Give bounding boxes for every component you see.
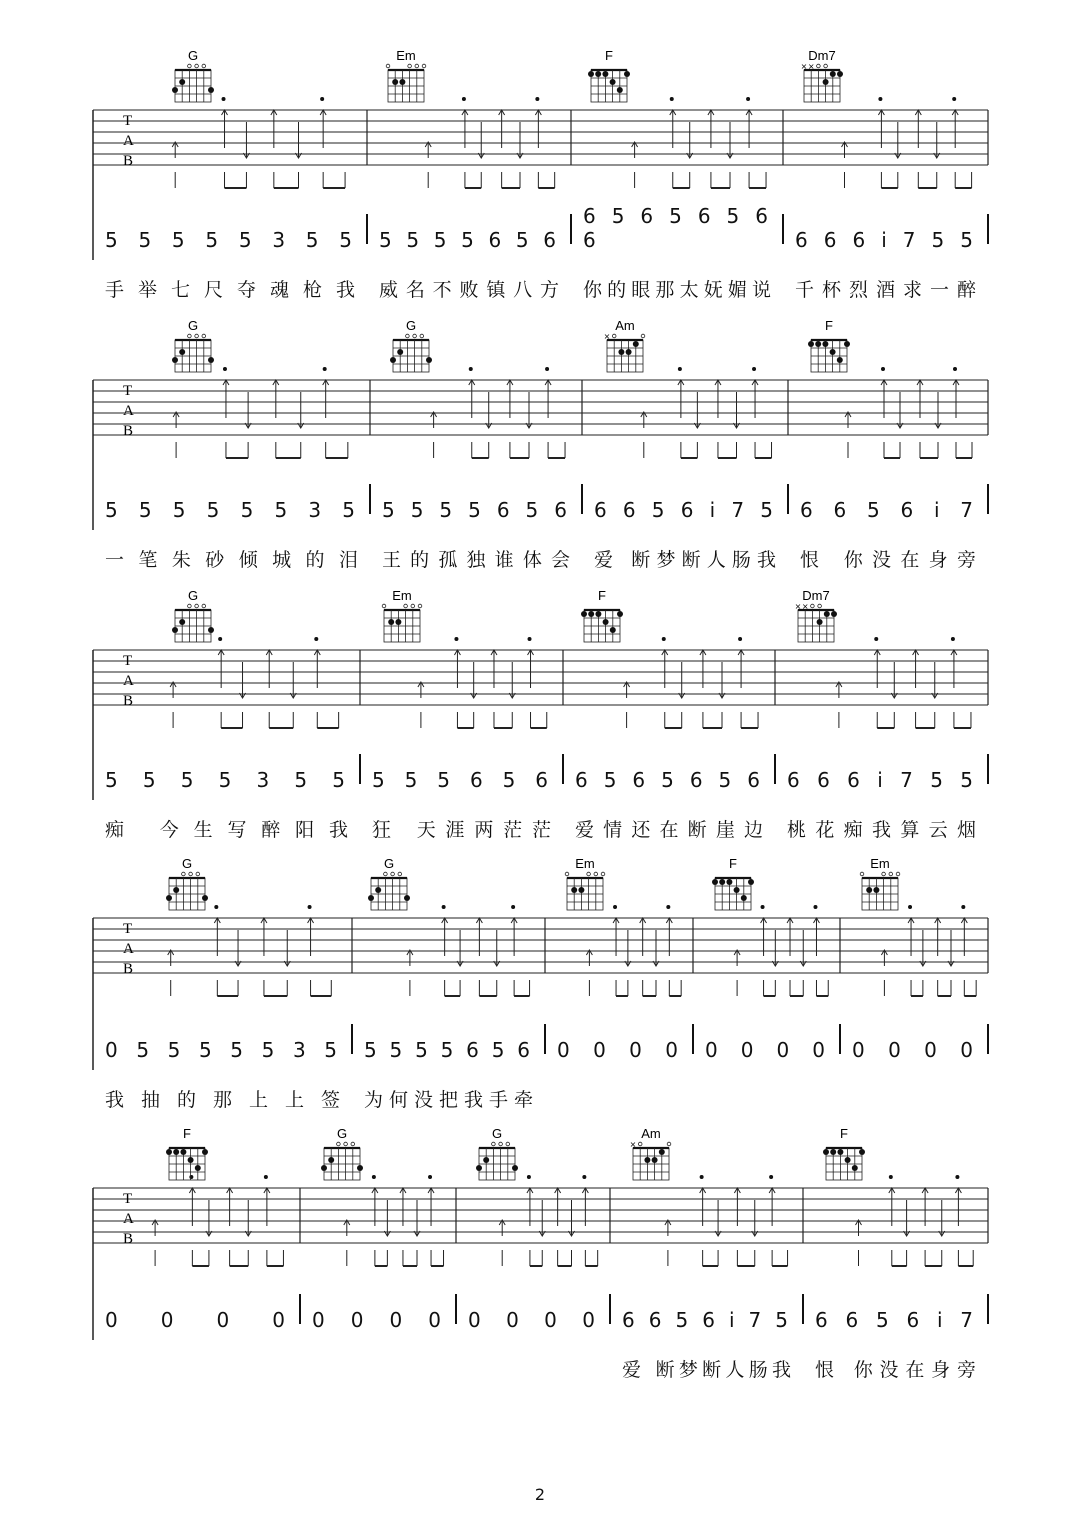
chord-name: F	[825, 318, 833, 333]
chord-name: G	[181, 856, 193, 871]
lyric-line: 千杯烈酒求一醉	[795, 279, 976, 301]
jianpu-notes: 5 5 5 6 5 6	[372, 768, 551, 792]
jianpu-notes: 5 5 5 5 6 5 6	[364, 1038, 533, 1062]
chord-name: G	[336, 1126, 348, 1141]
jianpu-notes: 0 0 0 0	[105, 1308, 288, 1332]
tab-clef-letter: A	[123, 1211, 134, 1227]
chord-name: Dm7	[802, 588, 830, 603]
tab-clef-letter: A	[123, 941, 134, 957]
jianpu-bar-line	[987, 1294, 989, 1324]
chord-diagram	[823, 1126, 865, 1180]
accent-dot	[264, 1175, 268, 1179]
accent-dot	[372, 1175, 376, 1179]
chord-name: F	[598, 588, 606, 603]
accent-dot	[582, 1175, 586, 1179]
jianpu-notes: 0 0 0 0	[705, 1038, 828, 1062]
lyric-line: 威名不败镇八方	[379, 279, 559, 301]
jianpu-notes: 5 5 5 5 5 5 3 5	[105, 498, 358, 522]
chord-name: F	[605, 48, 613, 63]
accent-dot	[889, 1175, 893, 1179]
jianpu-measure	[312, 1298, 444, 1332]
jianpu-measure	[622, 1298, 791, 1332]
chord-diagram	[321, 1126, 363, 1180]
chord-name: F	[840, 1126, 848, 1141]
tab-clef-letter: B	[123, 153, 134, 169]
jianpu-bar-line	[299, 1294, 301, 1324]
accent-dot	[527, 1175, 531, 1179]
chord-name: G	[187, 48, 199, 63]
svg-text:×: ×	[629, 1140, 637, 1149]
chord-name: Em	[575, 856, 595, 871]
chord-name: G	[491, 1126, 503, 1141]
jianpu-measure	[105, 1298, 288, 1332]
accent-dot	[428, 1175, 432, 1179]
jianpu-notes: 6 6 5 6 i 7 5	[594, 498, 776, 522]
chord-name: G	[383, 856, 395, 871]
svg-text:×: ×	[801, 602, 809, 611]
svg-text:×: ×	[794, 602, 802, 611]
tab-clef-letter: A	[123, 133, 134, 149]
jianpu-notes: 6 6 5 6 i 7	[815, 1308, 976, 1332]
jianpu-notes: 6 6 6 i 7 5 5	[795, 228, 976, 252]
lyric-line: 恨 你没在身旁	[815, 1359, 976, 1381]
jianpu-bar-line	[609, 1294, 611, 1324]
jianpu-notes: 0 0 0 0	[312, 1308, 444, 1332]
jianpu-notes: 0 0 0 0	[468, 1308, 598, 1332]
tab-clef-letter: A	[123, 403, 134, 419]
lyric-line: 爱 断梦断人肠我	[622, 1359, 791, 1381]
tab-clef-letter: T	[123, 113, 133, 129]
svg-text:×: ×	[807, 62, 815, 71]
jianpu-notes: 0 5 5 5 5 5 3 5	[105, 1038, 340, 1062]
lyric-line: 为何没把我手牵	[364, 1089, 533, 1111]
chord-diagram	[630, 1126, 671, 1180]
chord-name: Em	[870, 856, 890, 871]
tab-clef-letter: B	[123, 423, 134, 439]
jianpu-notes: 6 6 5 6 i 7 5	[622, 1308, 791, 1332]
jianpu-notes: 0 0 0 0	[557, 1038, 681, 1062]
jianpu-notes: 5 5 5 5 3 5 5	[105, 768, 348, 792]
accent-dot	[189, 1175, 193, 1179]
chord-name: Em	[396, 48, 416, 63]
jianpu-bar-line	[455, 1294, 457, 1324]
chord-name: Am	[615, 318, 635, 333]
lyric-line: 爱 断梦断人肠我	[594, 549, 776, 571]
jianpu-measure	[468, 1298, 598, 1332]
chord-name: G	[187, 588, 199, 603]
chord-name: F	[729, 856, 737, 871]
jianpu-notes: 6 6 6 i 7 5 5	[787, 768, 976, 792]
tab-clef-letter: T	[123, 653, 133, 669]
lyric-line: 狂 天涯两茫茫	[372, 819, 551, 841]
jianpu-notes: 5 5 5 5 6 5 6	[382, 498, 570, 522]
lyric-line: 王的孤独谁体会	[382, 549, 570, 571]
jianpu-measure	[815, 1298, 976, 1332]
jianpu-notes: 6 5 6 5 6 5 6	[575, 768, 763, 792]
lyric-line: 痴 今生写醉阳我	[105, 819, 348, 841]
lyric-line: 我抽的那上上签	[105, 1089, 340, 1111]
accent-dot	[769, 1175, 773, 1179]
tab-clef-letter: A	[123, 673, 134, 689]
svg-text:×: ×	[800, 62, 808, 71]
jianpu-bar-line	[802, 1294, 804, 1324]
jianpu-notes: 6 6 5 6 i 7	[800, 498, 976, 522]
svg-text:×: ×	[603, 332, 611, 341]
chord-name: Em	[392, 588, 412, 603]
tab-clef-letter: T	[123, 921, 133, 937]
page-number: 2	[534, 1485, 546, 1504]
tab-clef-letter: T	[123, 383, 133, 399]
chord-name: Am	[641, 1126, 661, 1141]
lyric-line: 桃花痴我算云烟	[787, 819, 976, 841]
jianpu-notes: 5 5 5 5 5 3 5 5	[105, 228, 355, 252]
jianpu-notes: 5 5 5 5 6 5 6	[379, 228, 559, 252]
lyric-line: 恨 你没在身旁	[800, 549, 976, 571]
chord-name: Dm7	[808, 48, 836, 63]
lyric-line: 手举七尺夺魂枪我	[105, 279, 355, 301]
chord-diagram	[166, 1126, 208, 1180]
chord-name: G	[405, 318, 417, 333]
lyric-line: 你的眼那太妩媚说	[583, 279, 771, 301]
accent-dot	[700, 1175, 704, 1179]
tab-clef-letter: T	[123, 1191, 133, 1207]
lyric-line: 一笔朱砂倾城的泪	[105, 549, 358, 571]
tab-clef-letter: B	[123, 961, 134, 977]
accent-dot	[955, 1175, 959, 1179]
tab-clef-letter: B	[123, 693, 134, 709]
jianpu-notes: 6 5 6 5 6 5 6 6	[583, 204, 771, 252]
lyric-line: 爱情还在断崖边	[575, 819, 763, 841]
tab-clef-letter: B	[123, 1231, 134, 1247]
chord-name: G	[187, 318, 199, 333]
jianpu-notes: 0 0 0 0	[852, 1038, 976, 1062]
chord-diagram	[476, 1126, 518, 1180]
chord-name: F	[183, 1126, 191, 1141]
